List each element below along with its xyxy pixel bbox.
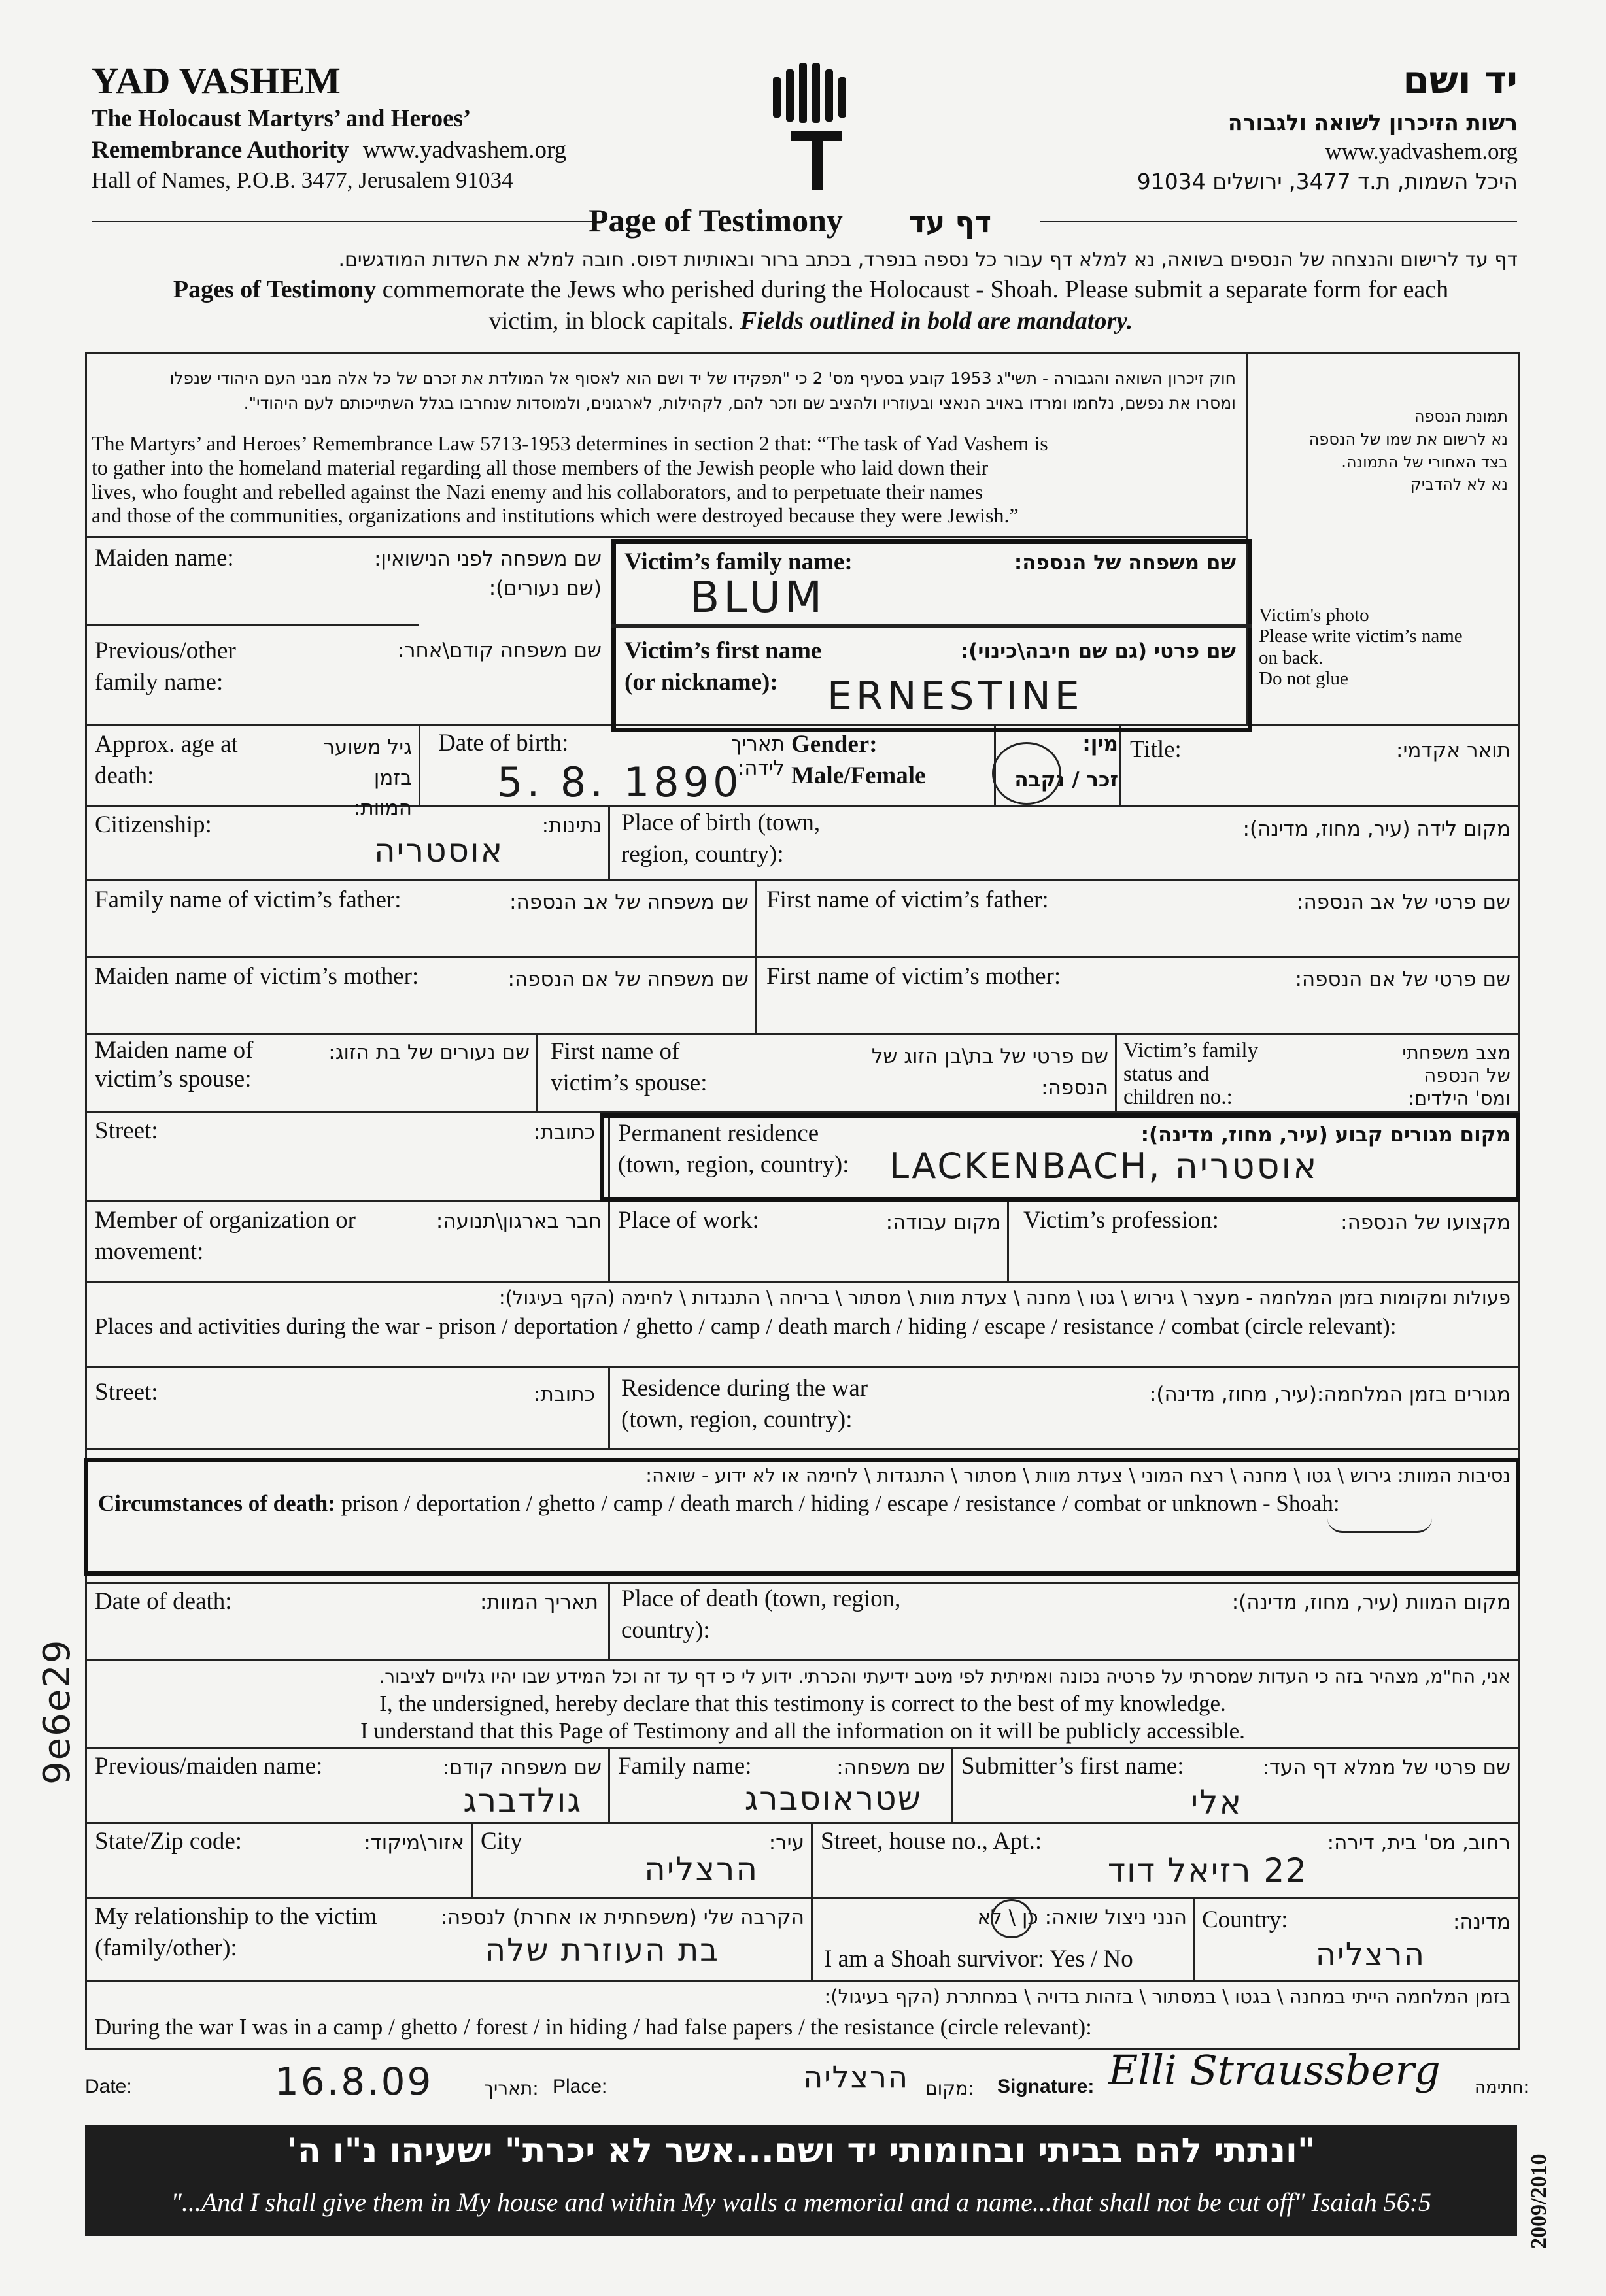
father-family-heb: שם משפחה של אב הנספה: bbox=[509, 890, 749, 914]
signature-label: Signature: bbox=[997, 2076, 1095, 2097]
residence-value[interactable]: LACKENBACH, אוסטריה bbox=[889, 1145, 1319, 1187]
rule-18 bbox=[85, 1980, 1520, 1982]
intro-heb: דף עד לרישום והנצחה של הנספים בשואה, נא למלא דף עבור כל נספה בנפרד, בכתב ברור ובאותיות דפוס. חובה למלא את השדות המודגשים. bbox=[338, 248, 1518, 271]
photo-en-3: on back. bbox=[1259, 647, 1324, 668]
residence-label-2: (town, region, country): bbox=[618, 1151, 849, 1179]
street-heb: כתובת: bbox=[534, 1121, 595, 1144]
rule-11 bbox=[85, 1366, 1520, 1368]
pob-heb: מקום לידה (עיר, מחוז, מדינה): bbox=[1242, 817, 1511, 841]
vrule-death bbox=[608, 1582, 610, 1659]
city-heb: עיר: bbox=[768, 1831, 804, 1855]
date-heb: תאריך: bbox=[484, 2078, 539, 2099]
relationship-label bbox=[95, 1901, 377, 1964]
banner-en: "...And I shall give them in My house and within My walls a memorial and a name...that shall not be cut off" Isaiah 56:5 bbox=[171, 2187, 1431, 2217]
war-residence-label-1: Residence during the war bbox=[621, 1375, 868, 1402]
photo-heb-3: בצד האחורי של התמונה. bbox=[1341, 452, 1508, 471]
relationship-label-2: (family/other): bbox=[95, 1934, 237, 1962]
survivor-en[interactable]: I am a Shoah survivor: Yes / No bbox=[824, 1946, 1133, 1972]
intro-en-2: victim, in block capitals. bbox=[488, 307, 740, 335]
declaration-en bbox=[95, 1690, 1511, 1745]
submitter-first-value[interactable]: אלי bbox=[1190, 1783, 1242, 1821]
spouse-first-label bbox=[551, 1036, 707, 1099]
war-residence-label bbox=[621, 1373, 868, 1436]
banner-heb: "ונתתי להם בביתי ובחומותי יד ושם...אשר לא יכרת" ישעיהו נ"ו ה' bbox=[287, 2131, 1315, 2170]
header-rule-right bbox=[1040, 221, 1517, 222]
vrule-title bbox=[1119, 724, 1121, 805]
spouse-first-heb-2: הנספה: bbox=[1041, 1076, 1108, 1100]
city-label: City bbox=[481, 1828, 522, 1855]
law-en-line4: and those of the communities, organizations and institutions which were destroyed because they were Jewish.” bbox=[92, 503, 1019, 528]
citizenship-label: Citizenship: bbox=[95, 811, 212, 838]
pod-label-1: Place of death (town, region, bbox=[621, 1585, 901, 1612]
vrule-sub5 bbox=[811, 1897, 813, 1980]
signature-value[interactable]: Elli Straussberg bbox=[1108, 2046, 1441, 2094]
spouse-first-heb bbox=[837, 1041, 1108, 1104]
org-line2-row bbox=[92, 136, 566, 164]
street-label: Street: bbox=[95, 1117, 158, 1144]
photo-heb-1: תמונת הנספה bbox=[1414, 407, 1508, 426]
submitter-war-en[interactable]: During the war I was in a camp / ghetto / forest / in hiding / had false papers / the resistance (circle relevant): bbox=[95, 2014, 1092, 2040]
place-value[interactable]: הרצליה bbox=[803, 2059, 909, 2095]
vrule-war-street bbox=[608, 1366, 610, 1448]
pob-label-1: Place of birth (town, bbox=[621, 809, 821, 836]
circumstances-en-text: prison / deportation / ghetto / camp / death march / hiding / escape / resistance / combat or unknown - Shoah: bbox=[335, 1491, 1340, 1516]
gender-female-circle[interactable] bbox=[992, 742, 1061, 805]
vrule-work bbox=[1007, 1200, 1009, 1281]
org-line2: Remembrance Authority bbox=[92, 137, 349, 163]
photo-heb-4: נא לא להדביק bbox=[1410, 475, 1508, 494]
war-residence-label-2: (town, region, country): bbox=[621, 1406, 853, 1434]
family-name-label: Victim’s family name: bbox=[624, 549, 853, 575]
mother-maiden-label: Maiden name of victim’s mother: bbox=[95, 963, 419, 990]
rule-16 bbox=[85, 1822, 1520, 1824]
dob-value[interactable]: 5. 8. 1890 bbox=[497, 758, 743, 806]
org-url: www.yadvashem.org bbox=[362, 137, 567, 163]
vrule-citizen bbox=[608, 805, 610, 879]
rule-12 bbox=[85, 1448, 1520, 1450]
submitter-war-heb: בזמן המלחמה הייתי במחנה \ בגטו \ במסתור \ בזהות בדויה \ במחתרת (הקף בעיגול): bbox=[824, 1985, 1511, 2008]
first-name-heb: שם פרטי (גם שם חיבה\כינוי): bbox=[960, 639, 1236, 663]
war-residence-heb: מגורים בזמן המלחמה:(עיר, מחוז, מדינה): bbox=[1149, 1383, 1511, 1406]
gender-label bbox=[791, 729, 925, 792]
title-label: Title: bbox=[1130, 736, 1182, 763]
vrule-spouse-a bbox=[536, 1033, 538, 1111]
survivor-heb: הנני ניצול שואה: כן \ לא bbox=[977, 1906, 1187, 1929]
war-street-label: Street: bbox=[95, 1379, 158, 1406]
work-heb: מקום עבודה: bbox=[885, 1211, 1000, 1234]
intro-en bbox=[98, 275, 1524, 337]
previous-name-label-1: Previous/other bbox=[95, 637, 236, 664]
work-label: Place of work: bbox=[618, 1207, 759, 1234]
war-places-en[interactable]: Places and activities during the war - prison / deportation / ghetto / camp / death march / hiding / escape / resistance / combat (circle relevant): bbox=[95, 1313, 1397, 1339]
dob-label: Date of birth: bbox=[438, 730, 569, 756]
mother-maiden-heb: שם משפחה של אם הנספה: bbox=[507, 968, 749, 991]
previous-name-heb: שם משפחה קודם\אחר: bbox=[397, 639, 602, 662]
place-label: Place: bbox=[553, 2076, 607, 2097]
submitter-prev-name-label: Previous/maiden name: bbox=[95, 1753, 323, 1780]
declaration-en-2: I understand that this Page of Testimony and all the information on it will be publicly accessible. bbox=[360, 1718, 1245, 1744]
father-first-heb: שם פרטי של אב הנספה: bbox=[1297, 890, 1511, 914]
spouse-maiden-label-1: Maiden name of bbox=[95, 1037, 254, 1064]
family-status-heb bbox=[1367, 1041, 1511, 1109]
war-street-heb: כתובת: bbox=[534, 1383, 595, 1406]
maiden-name-heb: שם משפחה לפני הנישואין: bbox=[374, 547, 602, 571]
family-status-heb-1: מצב משפחתי bbox=[1402, 1041, 1511, 1064]
vrule-parents bbox=[755, 879, 757, 1033]
law-heb-line2: ומסרו את נפשם, נלחמו ומרדו באויב הנאצי ובעוזריו ולהציב שם וזכר להם, לקהילות, לארגונים, ולמוסדות שנחרבו בגלל השתייכותם לעם היהודי". bbox=[243, 393, 1236, 413]
org-address: Hall of Names, P.O.B. 3477, Jerusalem 91034 bbox=[92, 167, 513, 193]
side-code: 9e6e29 bbox=[36, 1638, 78, 1785]
spouse-first-heb-1: שם פרטי של בת\בן הזוג של bbox=[871, 1045, 1108, 1068]
org-name: YAD VASHEM bbox=[92, 59, 341, 102]
mother-first-label: First name of victim’s mother: bbox=[766, 963, 1061, 990]
rule-7 bbox=[85, 1033, 1520, 1035]
maiden-name-label: Maiden name: bbox=[95, 545, 234, 571]
country-value[interactable]: הרצליה bbox=[1315, 1936, 1426, 1973]
age-label-2: death: bbox=[95, 762, 154, 790]
spouse-first-label-1: First name of bbox=[551, 1038, 680, 1065]
profession-label: Victim’s profession: bbox=[1023, 1207, 1219, 1234]
vrule-sub2 bbox=[951, 1747, 953, 1822]
pod-heb: מקום המוות (עיר, מחוז, מדינה): bbox=[1231, 1591, 1511, 1614]
title-heb: תואר אקדמי: bbox=[1396, 739, 1511, 762]
photo-en-4: Do not glue bbox=[1259, 668, 1348, 690]
war-places-heb: פעולות ומקומות בזמן המלחמה - מעצר \ גירוש \ גטו \ מחנה \ צעדת מוות \ מסתור \ בריחה \ התנגדות \ לחימה (הקף בעיגול): bbox=[498, 1287, 1511, 1309]
first-name-value[interactable]: ERNESTINE bbox=[827, 673, 1084, 719]
declaration-en-1: I, the undersigned, hereby declare that this testimony is correct to the best of my knowledge. bbox=[379, 1691, 1226, 1716]
country-label: Country: bbox=[1202, 1906, 1288, 1933]
organization-label bbox=[95, 1205, 356, 1268]
quote-banner bbox=[85, 2125, 1517, 2236]
photo-en-1: Victim's photo bbox=[1259, 605, 1369, 626]
pob-label-2: region, country): bbox=[621, 841, 784, 868]
father-family-label: Family name of victim’s father: bbox=[95, 886, 402, 913]
photo-heb-2: נא לרשום את שמו של הנספה bbox=[1308, 430, 1508, 448]
intro-en-bold: Pages of Testimony bbox=[173, 276, 377, 303]
zip-heb: אזור\מיקוד: bbox=[364, 1831, 464, 1855]
circumstances-en-bold: Circumstances of death: bbox=[98, 1491, 335, 1516]
age-heb-2: המוות: bbox=[353, 796, 412, 820]
family-status-heb-2: של הנספה bbox=[1424, 1064, 1511, 1087]
mandatory-name-divider bbox=[611, 624, 1252, 628]
rule-1 bbox=[85, 536, 1246, 538]
law-en bbox=[92, 431, 1236, 528]
gender-label-1: Gender: bbox=[791, 731, 878, 758]
heb-org-line1: רשות הזיכרון לשואה ולגבורה bbox=[1227, 110, 1518, 135]
family-status-heb-3: ומס' הילדים: bbox=[1408, 1087, 1511, 1109]
first-name-label-2: (or nickname): bbox=[624, 669, 778, 696]
submitter-family-value[interactable]: שטראוסברג bbox=[744, 1780, 922, 1817]
residence-label bbox=[618, 1118, 849, 1181]
street-address-heb: רחוב, מס' בית, דירה: bbox=[1327, 1831, 1511, 1855]
rule-15 bbox=[85, 1747, 1520, 1749]
intro-en-italic: Fields outlined in bold are mandatory. bbox=[740, 307, 1133, 335]
circumstances-heb: נסיבות המוות: גירוש \ גטו \ מחנה \ רצח המוני \ צעדת מוות \ מסתור \ התנגדות \ לחימה או לא ידוע - שואה: bbox=[645, 1464, 1511, 1487]
pod-label-2: country): bbox=[621, 1617, 710, 1644]
circumstances-en[interactable] bbox=[98, 1491, 1340, 1517]
declaration-heb: אני, הח"מ, מצהיר בזה כי העדות שמסרתי על פרטיה נכונה ואמיתית לפי מיטב ידיעתי והכרתי. ידוע לי כי דף עד זה וכל המידע שבו יהיו גלויים לציבור. bbox=[379, 1666, 1511, 1687]
rule-10 bbox=[85, 1281, 1520, 1283]
street-address-label: Street, house no., Apt.: bbox=[821, 1828, 1042, 1855]
vrule-sub6 bbox=[1193, 1897, 1195, 1980]
age-label bbox=[95, 729, 238, 792]
photo-instructions-en[interactable] bbox=[1259, 605, 1514, 690]
gender-heb-2: זכר / נקבה bbox=[1014, 768, 1118, 792]
family-name-value[interactable]: BLUM bbox=[690, 572, 827, 622]
dod-label: Date of death: bbox=[95, 1588, 232, 1615]
signature-heb: חתימה: bbox=[1475, 2078, 1529, 2097]
org-line1: The Holocaust Martyrs’ and Heroes’ bbox=[92, 105, 471, 132]
mother-first-heb: שם פרטי של אם הנספה: bbox=[1295, 968, 1511, 991]
year-stamp: 2009/2010 bbox=[1527, 2153, 1551, 2249]
vrule-sub4 bbox=[811, 1822, 813, 1897]
country-heb: מדינה: bbox=[1452, 1910, 1511, 1934]
family-status-label-3: children no.: bbox=[1123, 1085, 1233, 1109]
citizenship-heb: נתינות: bbox=[541, 814, 602, 837]
organization-heb: חבר בארגון\תנועה: bbox=[436, 1209, 602, 1233]
intro-en-1: commemorate the Jews who perished during the Holocaust - Shoah. Please submit a separate form for each bbox=[376, 276, 1449, 303]
street-address-value[interactable]: 22 רזיאל דוד bbox=[1107, 1851, 1308, 1889]
family-name-heb: שם משפחה של הנספה: bbox=[1014, 551, 1236, 575]
previous-name-label bbox=[95, 635, 236, 698]
organization-label-2: movement: bbox=[95, 1238, 204, 1266]
submitter-first-label: Submitter’s first name: bbox=[961, 1753, 1184, 1780]
submitter-prev-name-value[interactable]: גולדברג bbox=[463, 1781, 582, 1819]
rule-17 bbox=[85, 1897, 1520, 1899]
dod-heb: תאריך המוות: bbox=[479, 1591, 598, 1614]
citizenship-value[interactable]: אוסטריה bbox=[374, 832, 504, 869]
rule-5 bbox=[85, 879, 1520, 881]
submitter-family-heb: שם משפחה: bbox=[836, 1756, 945, 1780]
family-status-label bbox=[1123, 1039, 1258, 1109]
spouse-first-label-2: victim’s spouse: bbox=[551, 1070, 708, 1097]
gender-label-2: Male/Female bbox=[791, 762, 926, 790]
age-heb-1: גיל משוער בזמן bbox=[323, 735, 412, 790]
yad-vashem-logo-icon bbox=[765, 59, 863, 196]
law-en-line3: lives, who fought and rebelled against the Nazi enemy and his collaborators, and to perpetuate their names bbox=[92, 479, 983, 503]
photo-instructions-heb bbox=[1246, 405, 1508, 496]
vrule-spouse-b bbox=[1115, 1033, 1117, 1111]
first-name-label bbox=[624, 635, 821, 698]
heb-org-address: היכל השמות, ת.ד 3477, ירושלים 91034 bbox=[1136, 169, 1518, 194]
law-en-line2: to gather into the homeland material regarding all those members of the Jewish people who laid down their bbox=[92, 455, 989, 479]
organization-label-1: Member of organization or bbox=[95, 1207, 356, 1234]
heb-org-name: יד ושם bbox=[1403, 58, 1518, 102]
rule-2 bbox=[85, 624, 419, 626]
heb-org-url: www.yadvashem.org bbox=[1325, 139, 1518, 164]
city-value[interactable]: הרצליה bbox=[644, 1850, 759, 1888]
residence-heb: מקום מגורים קבוע (עיר, מחוז, מדינה): bbox=[1140, 1123, 1511, 1147]
age-heb bbox=[288, 732, 412, 824]
survivor-yes-circle[interactable] bbox=[991, 1899, 1033, 1938]
spouse-maiden-label bbox=[95, 1036, 253, 1094]
law-en-line1: The Martyrs’ and Heroes’ Remembrance Law 5713-1953 determines in section 2 that: “The task of Yad Vashem is bbox=[92, 431, 1048, 455]
vrule-sub1 bbox=[608, 1747, 610, 1822]
rule-6 bbox=[85, 956, 1520, 958]
submitter-first-heb: שם פרטי של ממלא דף העד: bbox=[1262, 1756, 1511, 1780]
date-value[interactable]: 16.8.09 bbox=[275, 2059, 434, 2104]
place-heb: מקום: bbox=[925, 2078, 974, 2099]
submitter-family-label: Family name: bbox=[618, 1753, 752, 1780]
dob-heb: תאריך לידה: bbox=[730, 732, 785, 781]
age-label-1: Approx. age at bbox=[95, 731, 238, 758]
family-status-label-1: Victim’s family bbox=[1123, 1039, 1259, 1062]
submitter-prev-name-heb: שם משפחה קודם: bbox=[442, 1756, 602, 1780]
relationship-label-1: My relationship to the victim bbox=[95, 1903, 377, 1930]
father-first-label: First name of victim’s father: bbox=[766, 886, 1049, 913]
vrule-age bbox=[419, 724, 420, 805]
relationship-value[interactable]: בת העוזרת שלה bbox=[485, 1932, 719, 1968]
spouse-maiden-label-2: victim’s spouse: bbox=[95, 1066, 252, 1093]
pob-label bbox=[621, 807, 820, 870]
maiden-name-heb2: (שם נעורים): bbox=[488, 577, 602, 600]
rule-14 bbox=[85, 1659, 1520, 1661]
shoah-underline-mark bbox=[1327, 1518, 1432, 1533]
gender-heb-1: מין: bbox=[1082, 732, 1118, 756]
law-heb bbox=[98, 366, 1236, 415]
relationship-heb: הקרבה שלי (משפחתית או אחרת) לנספה: bbox=[440, 1906, 804, 1929]
residence-label-1: Permanent residence bbox=[618, 1120, 819, 1147]
date-label: Date: bbox=[85, 2076, 132, 2097]
page-title: Page of Testimony bbox=[589, 202, 843, 239]
family-status-label-2: status and bbox=[1123, 1062, 1210, 1086]
law-heb-line1: חוק זיכרון השואה והגבורה - תשי"ג 1953 קובע בסעיף מס' 2 כי "תפקידו של יד ושם הוא לאסוף אל המולדת את זכרם של כל אלה מבני העם היהודי שנפלו bbox=[169, 369, 1236, 388]
vrule-sub3 bbox=[471, 1822, 473, 1897]
first-name-label-1: Victim’s first name bbox=[624, 637, 822, 664]
page-title-heb: דף עד bbox=[909, 206, 992, 239]
header-rule-left bbox=[92, 221, 602, 222]
zip-label: State/Zip code: bbox=[95, 1828, 243, 1855]
pod-label bbox=[621, 1583, 900, 1646]
profession-heb: מקצועו של הנספה: bbox=[1341, 1211, 1511, 1234]
photo-en-2: Please write victim’s name bbox=[1259, 626, 1463, 647]
spouse-maiden-heb: שם נעורים של בת הזוג: bbox=[328, 1041, 530, 1064]
previous-name-label-2: family name: bbox=[95, 669, 224, 696]
